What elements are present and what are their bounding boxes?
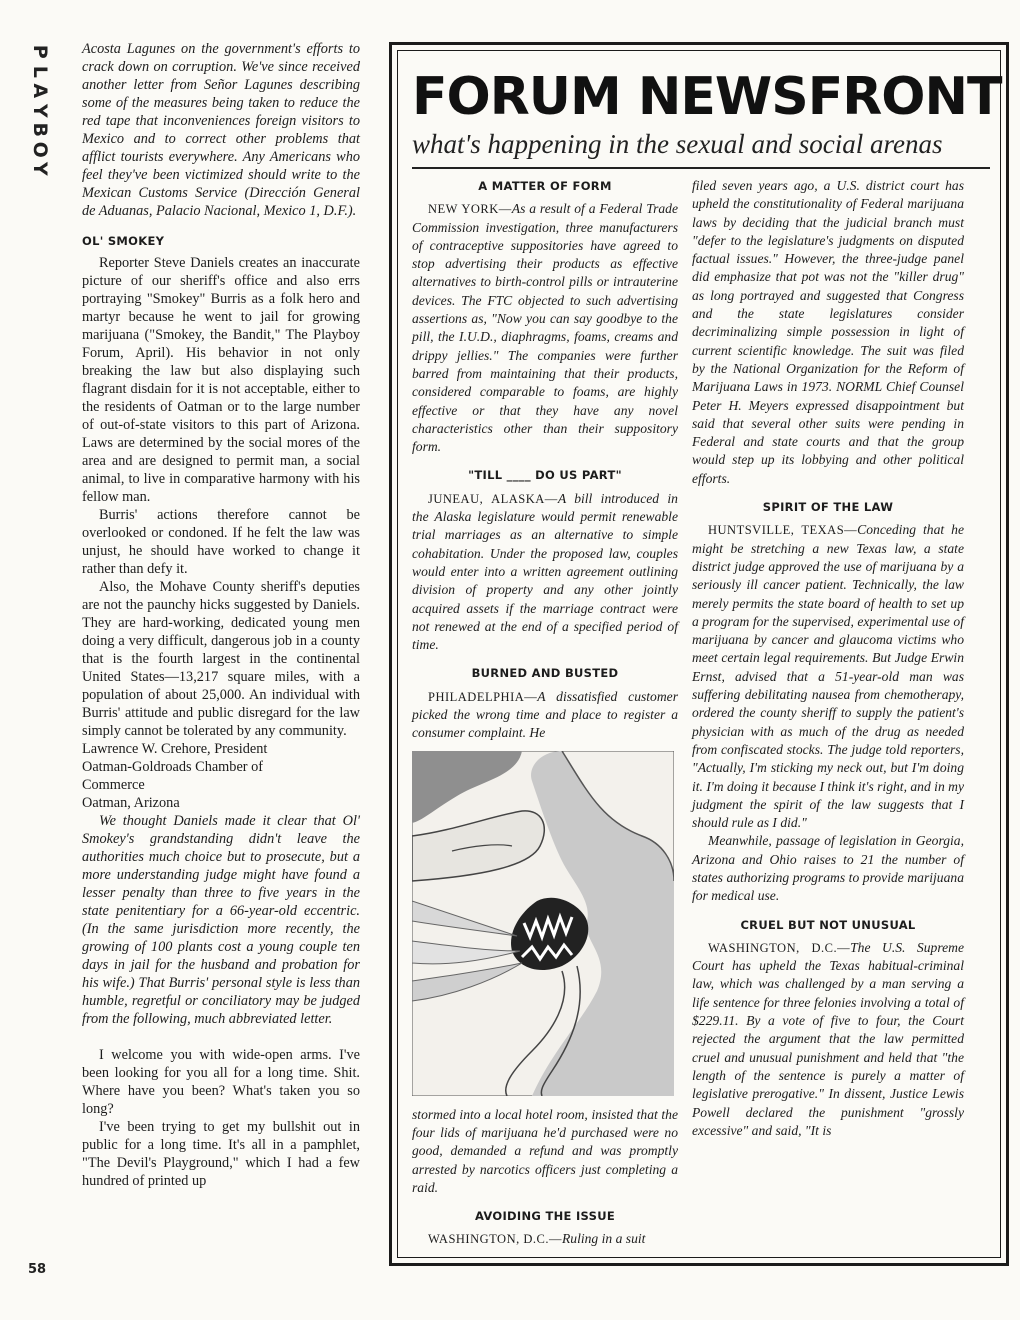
page-number: 58 <box>28 1262 47 1277</box>
news-text: A dissatisfied customer picked the wrong time and place to register a consumer complaint. He <box>412 688 678 741</box>
editor-reply: We thought Daniels made it clear that Ol' Smokey's grandstanding didn't leave the authorities much choice but to prosecute, but a more understanding judge might have found a lesser penalty than three to five years in the state penitentiary for a 66-year-old eccentric. (In the same jurisdiction more recently, the growing of 100 plants cost a young couple ten days in jail for the husband and probation for his wife.) That Burris' personal style is less than humble, regretful or conciliatory may be judged from the following, much abbreviated letter. <box>82 813 360 1027</box>
masthead-rule <box>412 167 990 169</box>
news-text: filed seven years ago, a U.S. district court has upheld the constitutionality of Federal marijuana laws by deciding that the judicial branch must "defer to the legislature's judgments on disputed factual issues." However, the three-judge panel did emphasize that pot was not the "killer drug" as long portrayed and suggested that Congress and the state legislatures consider decriminalizing simple possession in light of current scientific knowledge. The suit was filed by the National Organization for the Reform of Marijuana Laws in 1973. NORML Chief Counsel Peter H. Meyers expressed disappointment but said that several other suits were pending in Federal and state courts and that the group would step up its lobbying and other political efforts. <box>692 178 964 486</box>
editor-reply: Acosta Lagunes on the government's efforts to crack down on corruption. We've since received another letter from Señor Lagunes describing some of the measures being taken to reduce the red tape that inconveniences foreign visitors to Mexico and to correct other problems that afflict tourists everywhere. Any Americans who feel they've been victimized should write to the Mexican Customs Service (Dirección General de Aduanas, Palacio Nacional, Mexico 1, D.F.). <box>82 41 360 219</box>
masthead <box>412 67 1002 169</box>
news-heading: "TILL ____ DO US PART" <box>468 468 622 483</box>
signature-org: Oatman-Goldroads Chamber of <box>82 759 264 775</box>
masthead-title: FORUM NEWSFRONT <box>412 67 1002 127</box>
letter-paragraph: Also, the Mohave County sheriff's deputies are not the paunchy hicks suggested by Daniels. They are hard-working, dedicated young men doing a very difficult, dangerous job in a county that is the fourth largest in the continental United States—13,217 square miles, with a population of about 25,000. An individual with Burris' attitude and public disregard for the law simply cannot be tolerated by any community. <box>82 579 360 739</box>
news-column-right <box>692 177 964 1140</box>
magazine-side-mark <box>24 42 54 179</box>
news-heading: BURNED AND BUSTED <box>471 666 619 681</box>
newsfront-box <box>389 42 1009 1266</box>
dateline: NEW YORK— <box>428 202 512 217</box>
side-mark-letter: A <box>28 83 51 99</box>
dateline: WASHINGTON, D.C.— <box>708 940 851 955</box>
letter-paragraph: Burris' actions therefore cannot be overlooked or condoned. If he felt the law was unjust, he should have worked to change it rather than defy it. <box>82 507 360 577</box>
side-mark-letter: Y <box>28 161 51 176</box>
signature-name: Lawrence W. Crehore, President <box>82 741 268 757</box>
signature-org: Commerce <box>82 777 145 793</box>
news-item <box>412 1230 678 1248</box>
news-item <box>412 490 678 655</box>
news-text: Meanwhile, passage of legislation in Georgia, Arizona and Ohio raises to 21 the number of states authorizing programs to provide marijuana for medical use. <box>692 833 964 904</box>
news-text: A bill introduced in the Alaska legislature would permit renewable trial marriages as an alternative to simple cohabitation. Under the proposed law, couples would enter into a written agreement outlining division of property and any other jointly acquired assets if the marriage contract were not renewed at the end of a specified period of time. <box>412 490 678 653</box>
dateline: HUNTSVILLE, TEXAS— <box>708 523 858 538</box>
dateline: JUNEAU, ALASKA— <box>428 491 558 506</box>
section-heading: OL' SMOKEY <box>82 234 165 248</box>
news-item <box>692 521 964 832</box>
news-text: Conceding that he might be stretching a new Texas law, a state district judge approved the use of marijuana by a seriously ill cancer patient. Technically, the law merely permits the state board of health to set up a program for the supervised, experimental use of marijuana by cancer and glaucoma victims who meet certain legal requirements. But Judge Erwin Ernst, advised that a 51-year-old man was suffering debilitating nausea from chemotherapy, ordered the county sheriff to supply the patient's physician with as much of the drug as needed from confiscated stocks. The judge told reporters, "Actually, I'm sticking my neck out, but I'm doing it. I'm doing it because I think it's right, and in my judgment the spirit of the law suggests that I should rule as I did." <box>692 522 964 831</box>
news-heading: SPIRIT OF THE LAW <box>762 500 894 515</box>
side-mark-letter: B <box>28 122 51 137</box>
side-mark-letter: O <box>28 141 51 158</box>
letters-column <box>82 40 360 1190</box>
letter-paragraph: Reporter Steve Daniels creates an inaccurate picture of our sheriff's office and also errs portraying "Smokey" Burris as a folk hero and martyr because he went to jail for growing marijuana ("Smokey, the Bandit," The Playboy Forum, April). His behavior in not only breaking the law but also displaying such flagrant disdain for it is not acceptable, either to the residents of Oatman or to the large number of out-of-state visitors to this part of Arizona. Laws are determined by the social mores of the area and are designed to permit man, a social animal, to live in comparative harmony with his fellow man. <box>82 255 360 505</box>
news-text: The U.S. Supreme Court has upheld the Texas habitual-criminal law, which was challenged by a man serving a life sentence for three felonies involving a total of $229.11. By a vote of five to four, the Court rejected the argument that the law permitted cruel and unusual punishment and held that "the length of the sentence is purely a matter of legislative prerogative." In dissent, Justice Lewis Powell declared the punishment "grossly excessive" and said, "It is <box>692 939 964 1138</box>
side-mark-letter: P <box>28 44 51 59</box>
news-heading: AVOIDING THE ISSUE <box>474 1209 615 1224</box>
dateline: WASHINGTON, D.C.— <box>428 1232 562 1247</box>
letter-paragraph: I've been trying to get my bullshit out in public for a long time. It's all in a pamphlet, "The Devil's Playground," which I had a few hundred of printed up <box>82 1119 360 1189</box>
signature-place: Oatman, Arizona <box>82 795 180 811</box>
side-mark-letter: Y <box>28 103 51 118</box>
news-item <box>692 939 964 1140</box>
side-mark-letter: L <box>28 65 51 78</box>
smoking-face-illustration <box>412 751 674 1096</box>
news-text: As a result of a Federal Trade Commission investigation, three manufacturers of contraceptive suppositories have agreed to stop advertising their products as effective alternatives to birth-control pills or intrauterine devices. The FTC objected to such advertising assertions as, "Now you can say goodbye to the pill, the I.U.D., diaphragms, foams, creams and drippy jellies." The companies were further barred from maintaining that their products, considered comparable to foams, are highly effective or that they have any novel characteristics other than their suppository form. <box>412 201 678 455</box>
news-text: Ruling in a suit <box>561 1231 646 1247</box>
news-heading: CRUEL BUT NOT UNUSUAL <box>740 917 916 932</box>
news-item <box>412 200 678 456</box>
news-text: stormed into a local hotel room, insisted that the four lids of marijuana he'd purchased were no good, demanded a refund and was promptly arrested by narcotics officers just completing a raid. <box>412 1106 678 1195</box>
news-column-middle <box>412 177 678 1249</box>
letter-paragraph: I welcome you with wide-open arms. I've been looking for you all for a long time. Shit. Where have you been? What's taken you so long? <box>82 1047 360 1117</box>
news-item <box>412 688 678 743</box>
masthead-subtitle: what's happening in the sexual and social arenas <box>412 129 943 159</box>
news-heading: A MATTER OF FORM <box>478 179 612 193</box>
dateline: PHILADELPHIA— <box>428 689 538 704</box>
